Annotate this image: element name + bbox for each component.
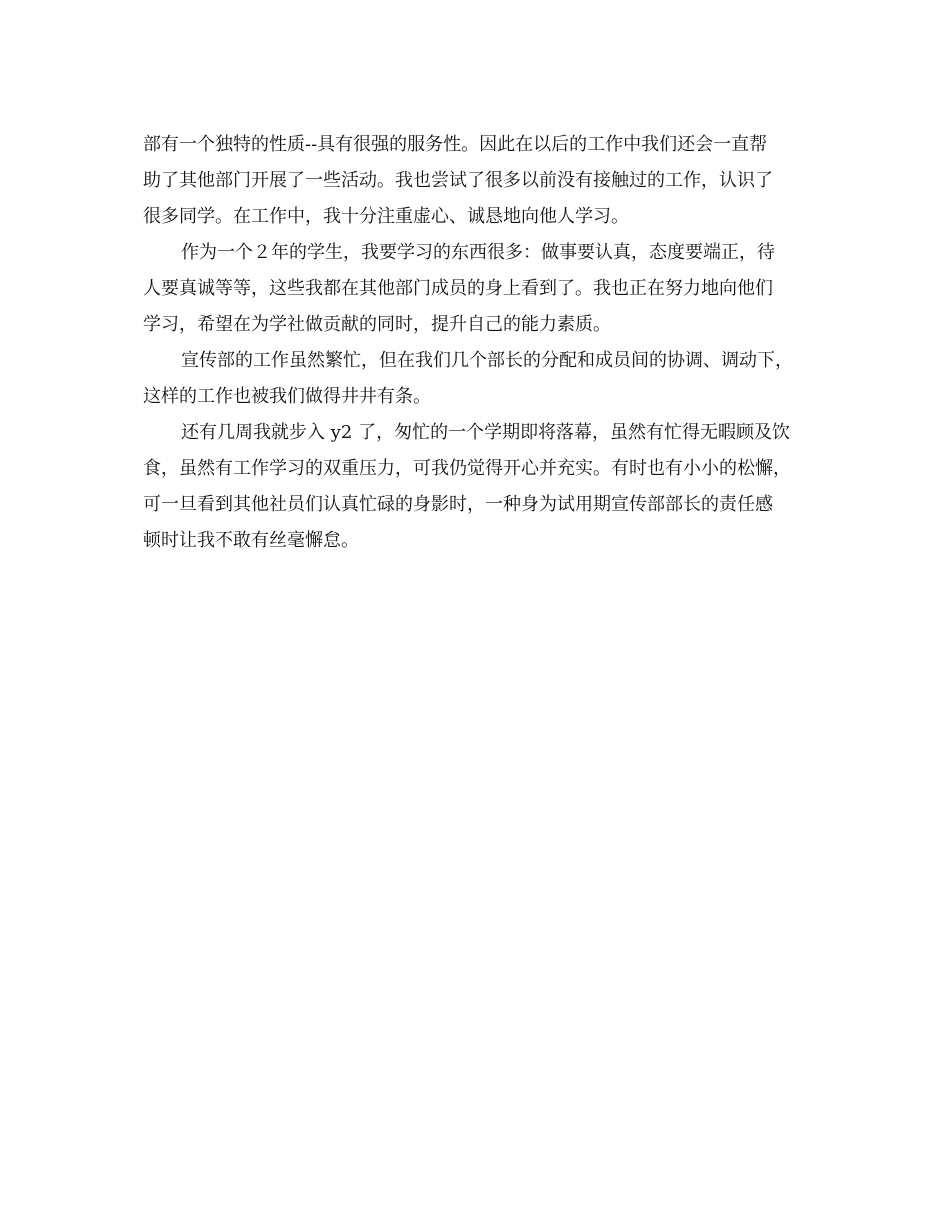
paragraph-service-nature (143, 127, 805, 235)
text-line: 学习，希望在为学社做贡献的同时，提升自己的能力素质。 (143, 314, 611, 335)
text-line: 宣传部的工作虽然繁忙，但在我们几个部长的分配和成员间的协调、调动下， (181, 350, 793, 371)
text-line: 食，虽然有工作学习的双重压力，可我仍觉得开心并充实。有时也有小小的松懈， (143, 458, 791, 479)
text-line: 很多同学。在工作中，我十分注重虚心、诚恳地向他人学习。 (143, 206, 629, 227)
text-line: 部有一个独特的性质--具有很强的服务性。因此在以后的工作中我们还会一直帮 (143, 134, 768, 155)
paragraph-publicity-work (143, 343, 805, 415)
text-line: 人要真诚等等，这些我都在其他部门成员的身上看到了。我也正在努力地向他们 (143, 278, 773, 299)
text-line: 作为一个２年的学生，我要学习的东西很多：做事要认真，态度要端正，待 (181, 242, 775, 263)
text-line: 这样的工作也被我们做得井井有条。 (143, 386, 431, 407)
text-line: 助了其他部门开展了一些活动。我也尝试了很多以前没有接触过的工作，认识了 (143, 170, 773, 191)
text-line: 还有几周我就步入 y2 了，匆忙的一个学期即将落幕，虽然有忙得无暇顾及饮 (181, 422, 791, 443)
text-line: 可一旦看到其他社员们认真忙碌的身影时，一种身为试用期宣传部部长的责任感 (143, 494, 773, 515)
document-body (143, 127, 805, 559)
paragraph-learning (143, 235, 805, 343)
text-line: 顿时让我不敢有丝毫懈怠。 (143, 530, 359, 551)
paragraph-reflection (143, 415, 805, 559)
